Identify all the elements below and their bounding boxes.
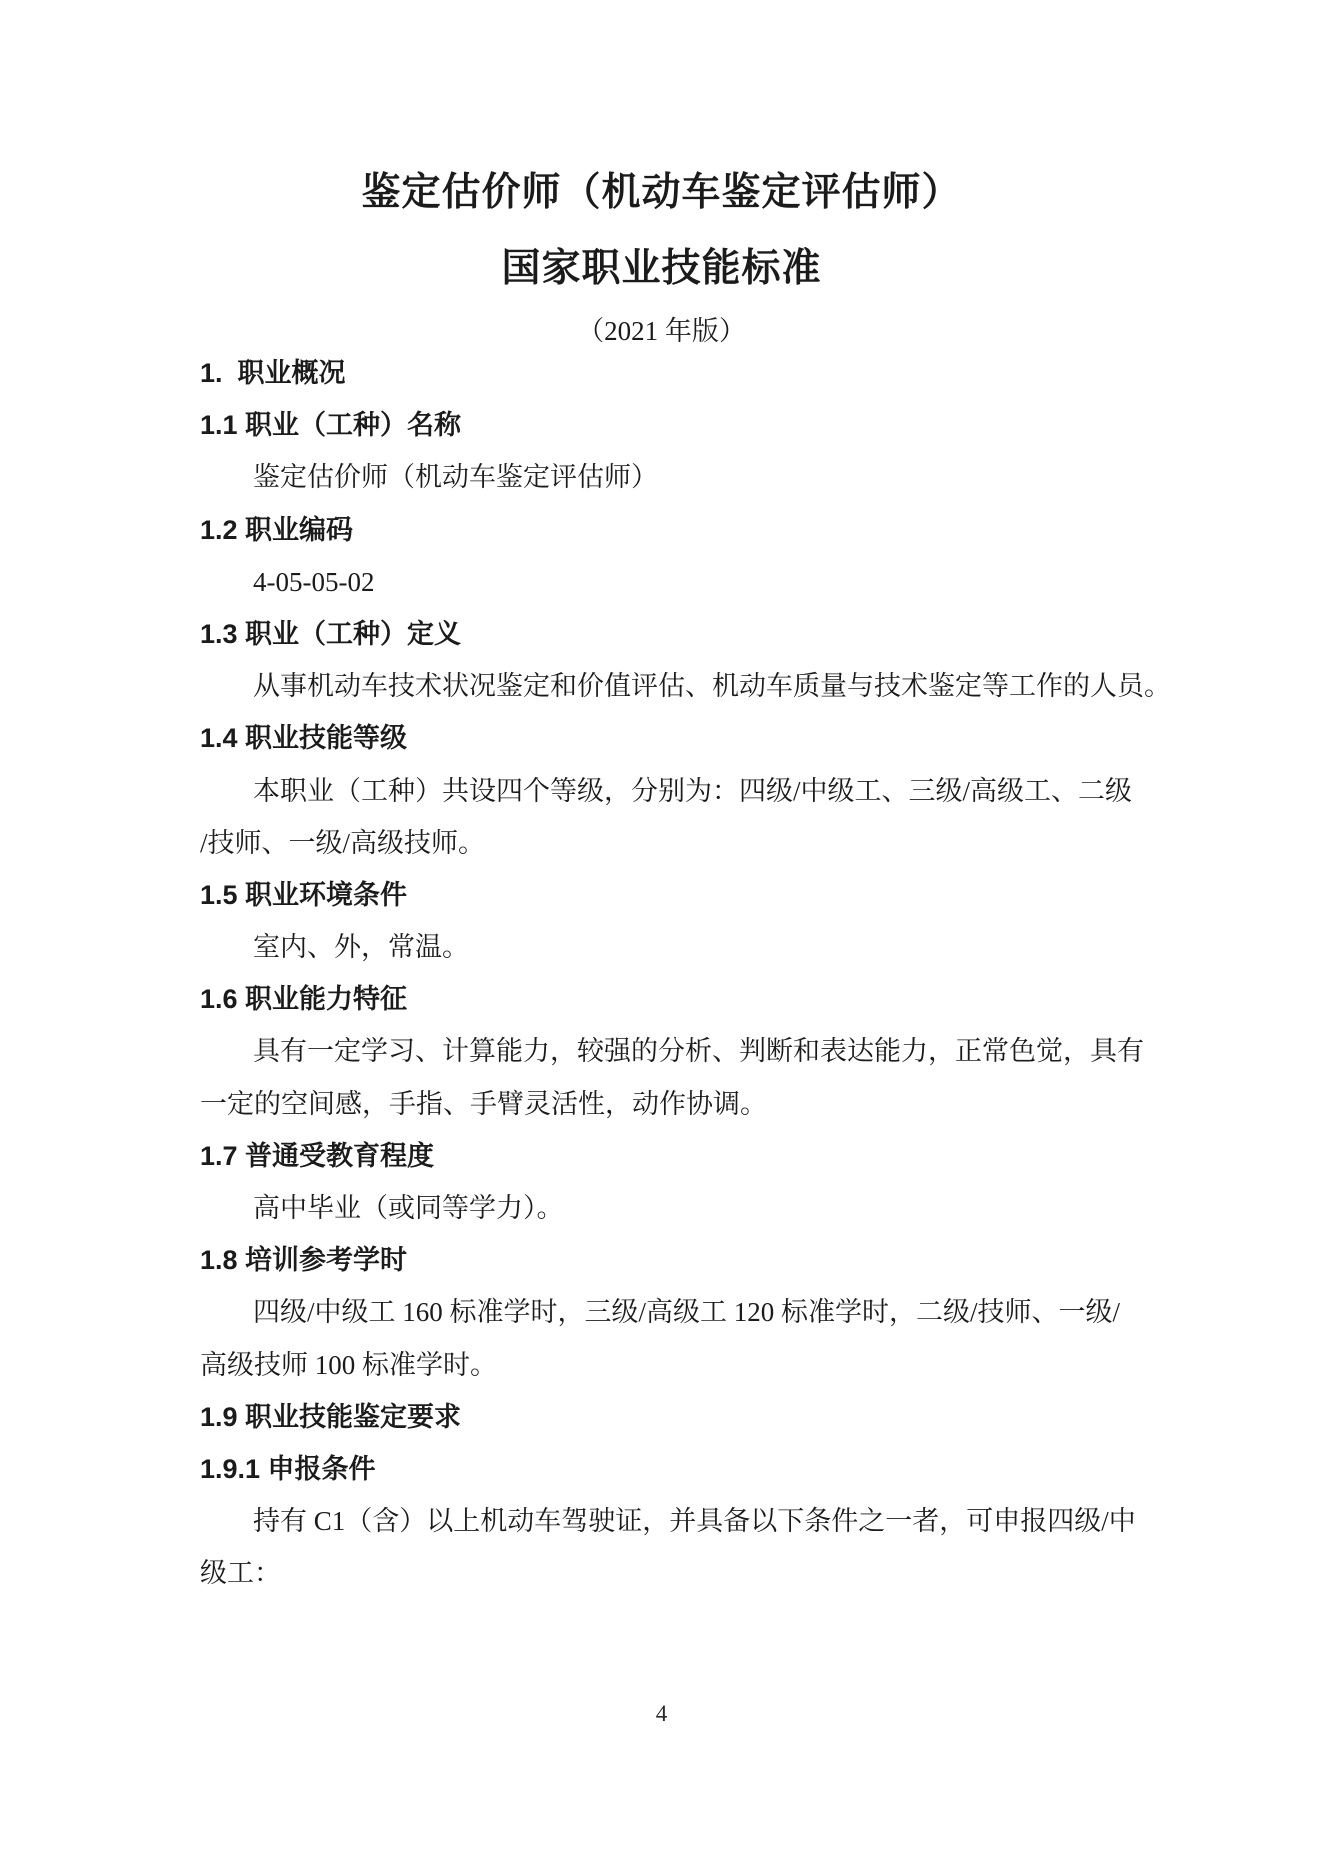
- paragraph-line: 四级/中级工 160 标准学时，三级/高级工 120 标准学时，二级/技师、一级/: [253, 1297, 1121, 1328]
- paragraph-line: /技师、一级/高级技师。: [200, 827, 486, 858]
- section-heading: 1.6 职业能力特征: [200, 984, 408, 1015]
- section-heading: 1.7 普通受教育程度: [200, 1140, 435, 1171]
- paragraph-line: 高级技师 100 标准学时。: [200, 1349, 497, 1380]
- section-heading: 1.9 职业技能鉴定要求: [200, 1401, 462, 1432]
- section-heading: 1.2 职业编码: [200, 514, 354, 545]
- paragraph-line: 一定的空间感，手指、手臂灵活性，动作协调。: [200, 1088, 767, 1119]
- document-title-line1: 鉴定估价师（机动车鉴定评估师）: [361, 171, 962, 214]
- section-heading: 1.8 培训参考学时: [200, 1245, 408, 1276]
- document-body: [200, 347, 1171, 1600]
- paragraph-line: 鉴定估价师（机动车鉴定评估师）: [253, 462, 658, 493]
- paragraph-line: 从事机动车技术状况鉴定和价值评估、机动车质量与技术鉴定等工作的人员。: [253, 671, 1171, 702]
- section-heading: 1.1 职业（工种）名称: [200, 410, 462, 441]
- paragraph-line: 高中毕业（或同等学力）。: [253, 1193, 564, 1223]
- paragraph-line: 本职业（工种）共设四个等级，分别为：四级/中级工、三级/高级工、二级: [253, 775, 1133, 806]
- paragraph-line: 室内、外，常温。: [253, 932, 469, 963]
- paragraph-line: 持有 C1（含）以上机动车驾驶证，并具备以下条件之一者，可申报四级/中: [253, 1506, 1136, 1537]
- edition-label: （2021 年版）: [577, 316, 746, 346]
- section-heading: 1. 职业概况: [200, 358, 346, 388]
- section-heading: 1.3 职业（工种）定义: [200, 618, 462, 649]
- paragraph-line: 4-05-05-02: [253, 566, 375, 597]
- document-title-line2: 国家职业技能标准: [501, 247, 822, 290]
- paragraph-line: 具有一定学习、计算能力，较强的分析、判断和表达能力，正常色觉，具有: [253, 1036, 1144, 1067]
- page-number: 4: [655, 1701, 668, 1726]
- section-heading: 1.5 职业环境条件: [200, 879, 408, 910]
- paragraph-line: 级工：: [200, 1558, 281, 1589]
- section-heading: 1.4 职业技能等级: [200, 723, 408, 754]
- section-heading: 1.9.1 申报条件: [200, 1453, 376, 1484]
